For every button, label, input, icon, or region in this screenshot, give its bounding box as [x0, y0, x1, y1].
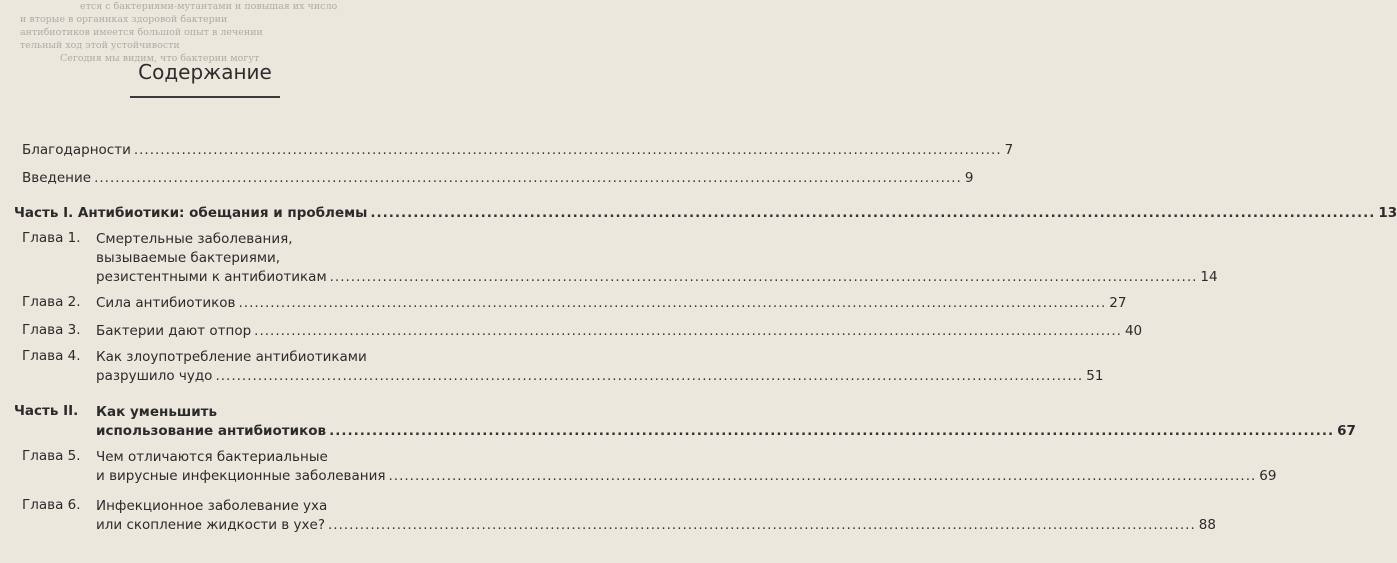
dot-leader [329, 422, 1334, 441]
chapter-label: Глава 2. [22, 294, 81, 310]
page-title: Содержание [138, 60, 272, 84]
part-title-line: использование антибиотиков [96, 423, 327, 439]
toc-chapter-6[interactable] [0, 497, 1216, 535]
toc-chapter-4[interactable] [0, 348, 1104, 386]
toc-page-number: 51 [1086, 368, 1104, 384]
chapter-title-line: резистентными к антибиотикам [96, 269, 327, 285]
chapter-title-line: Сила антибиотиков [96, 295, 236, 311]
chapter-title-line: вызываемые бактериями, [96, 250, 281, 266]
chapter-title-line: Бактерии дают отпор [96, 323, 252, 339]
toc-page-number: 88 [1198, 517, 1216, 533]
dot-leader [94, 170, 962, 186]
bleed-line: тельный ход этой устойчивости [20, 40, 180, 51]
toc-chapter-5[interactable] [0, 448, 1277, 486]
toc-page-number: 13 [1378, 205, 1397, 221]
chapter-title-line: Как злоупотребление антибиотиками [96, 349, 367, 365]
toc-entry-title: Введение [22, 170, 92, 186]
bleed-line: ется с бактериями-мутантами и повышая их число [80, 1, 338, 12]
chapter-label: Глава 5. [22, 448, 81, 464]
toc-part-1[interactable] [0, 205, 1397, 221]
toc-page-number: 14 [1200, 269, 1218, 285]
part-label: Часть II. [14, 403, 79, 419]
chapter-title-line: или скопление жидкости в ухе? [96, 517, 325, 533]
chapter-title-line: и вирусные инфекционные заболевания [96, 468, 386, 484]
chapter-label: Глава 6. [22, 497, 81, 513]
dot-leader [239, 294, 1107, 313]
dot-leader [330, 268, 1198, 287]
title-underline [130, 96, 280, 98]
toc-chapter-2[interactable] [0, 294, 1127, 313]
chapter-title-line: Чем отличаются бактериальные [96, 449, 328, 465]
toc-page-number: 7 [1004, 142, 1014, 158]
chapter-title-line: Смертельные заболевания, [96, 231, 293, 247]
toc-chapter-1[interactable] [0, 230, 1218, 287]
toc-page-number: 69 [1259, 468, 1277, 484]
dot-leader [328, 516, 1196, 535]
toc-page-number: 40 [1124, 323, 1143, 339]
dot-leader [389, 467, 1257, 486]
toc-entry-title: Благодарности [22, 142, 131, 158]
toc-entry-introduction[interactable] [0, 170, 974, 186]
dot-leader [254, 322, 1122, 341]
dot-leader [134, 142, 1002, 158]
bleed-line: и вторые в органиках здоровой бактерии [20, 14, 228, 25]
chapter-title-line: Инфекционное заболевание уха [96, 498, 328, 514]
toc-chapter-3[interactable] [0, 322, 1143, 341]
toc-entry-acknowledgements[interactable] [0, 142, 1014, 158]
bleed-line: антибиотиков имеется большой опыт в лечении [20, 27, 263, 38]
toc-page-number: 9 [964, 170, 974, 186]
bleed-line: Сегодня мы видим, что бактерии могут [60, 53, 260, 64]
chapter-label: Глава 1. [22, 230, 81, 246]
toc-page-number: 27 [1109, 295, 1127, 311]
chapter-title-line: разрушило чудо [96, 368, 213, 384]
chapter-label: Глава 4. [22, 348, 81, 364]
toc-page-number: 67 [1337, 423, 1356, 439]
toc-part-title: Часть I. Антибиотики: обещания и проблемы [14, 205, 368, 221]
part-title-line: Как уменьшить [96, 404, 218, 420]
chapter-label: Глава 3. [22, 322, 81, 338]
toc-part-2[interactable] [0, 403, 1356, 441]
dot-leader [215, 367, 1083, 386]
dot-leader [370, 205, 1375, 221]
